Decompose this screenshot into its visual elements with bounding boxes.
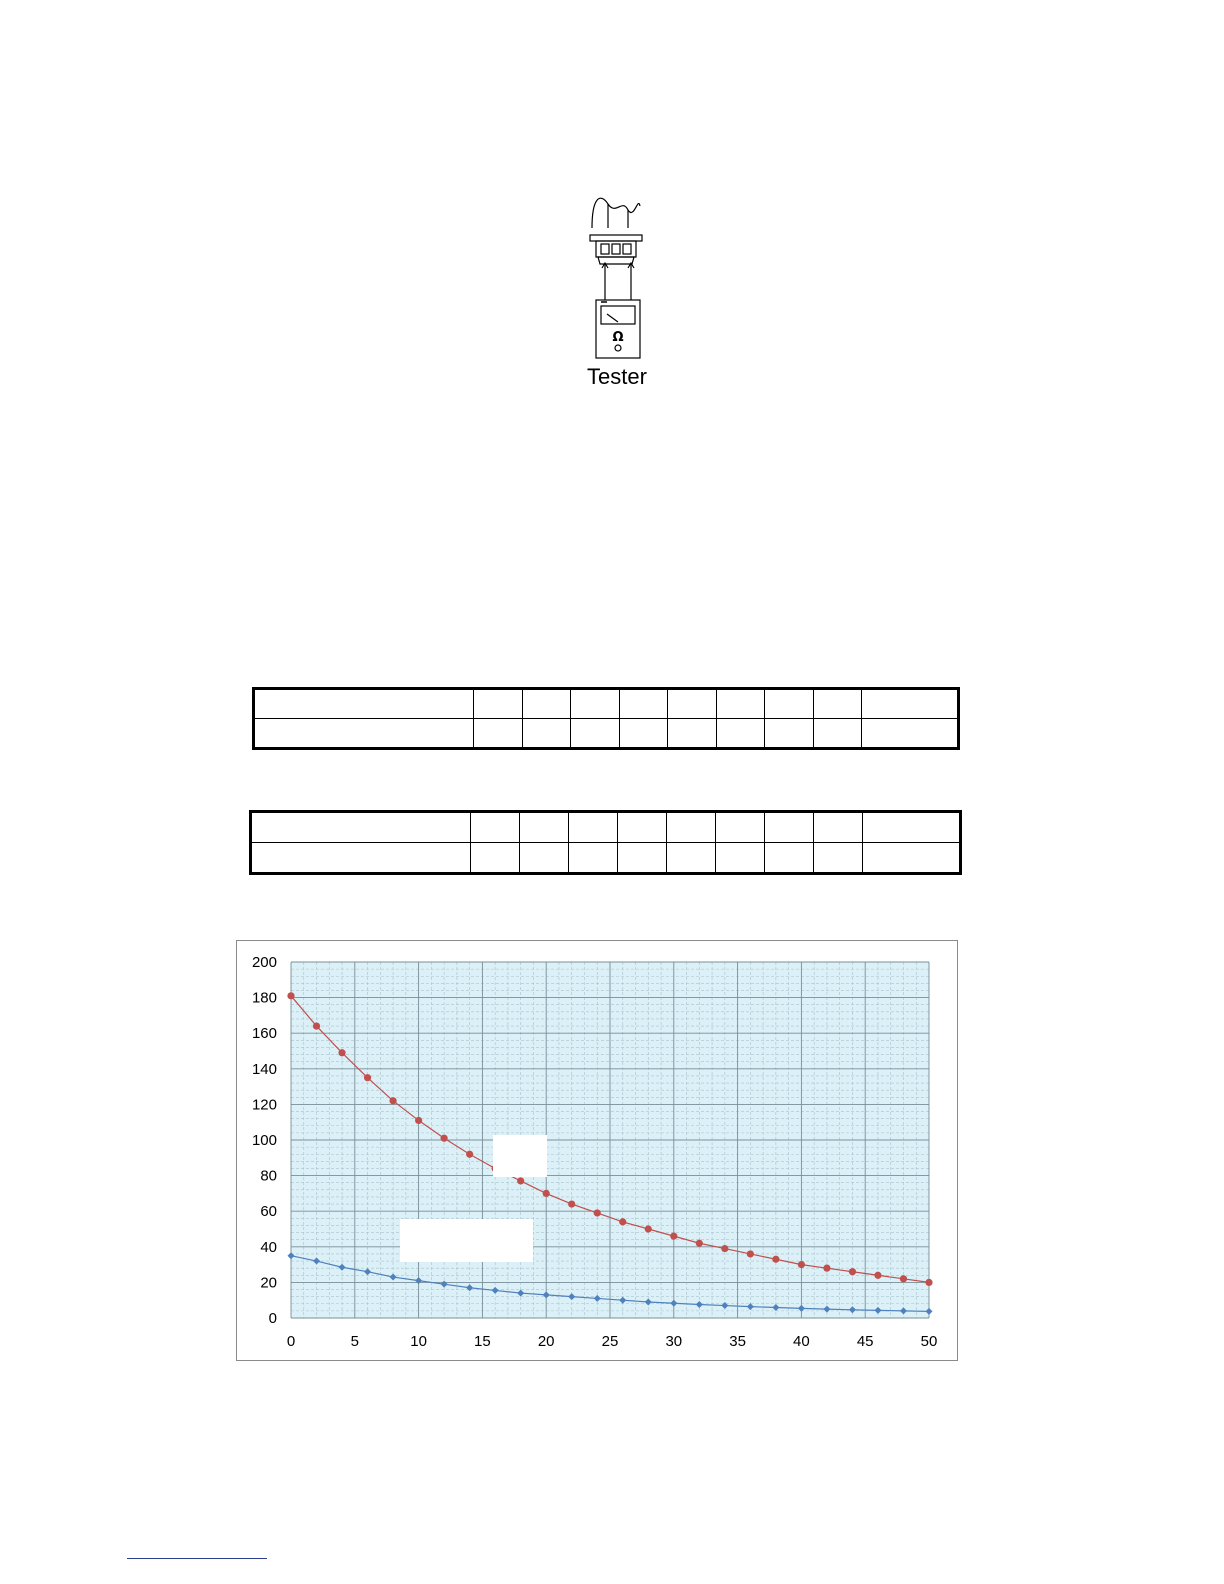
table-cell [814,812,863,843]
y-tick-label: 100 [251,1132,277,1149]
data-point-1 [721,1245,728,1252]
table-row [251,812,961,843]
resistance-chart [237,941,957,1360]
table-cell [251,843,471,874]
table-1 [252,687,960,750]
table-cell [571,689,620,719]
x-tick-label: 0 [286,1333,296,1350]
table-cell [862,689,959,719]
y-tick-label: 40 [260,1238,277,1256]
data-point-1 [568,1200,575,1207]
table-cell [254,719,474,749]
table-2 [249,810,962,875]
x-tick-label: 40 [793,1333,810,1350]
table-cell [668,689,717,719]
data-point-1 [389,1097,396,1104]
table-cell [765,843,814,874]
footnote-rule [127,1558,267,1559]
table-row [254,689,959,719]
table-cell [863,843,961,874]
table-cell [569,843,618,874]
data-point-1 [619,1218,626,1225]
x-tick-label: 10 [410,1333,427,1350]
table-cell [813,719,862,749]
table-cell [814,843,863,874]
table-cell [254,689,474,719]
data-point-1 [925,1279,932,1286]
data-point-1 [287,992,294,999]
table-cell [765,719,814,749]
x-tick-label: 50 [920,1333,938,1350]
data-point-1 [900,1275,907,1282]
data-point-1 [670,1233,677,1240]
x-tick-label: 45 [856,1333,874,1350]
table-cell [716,719,765,749]
x-tick-label: 15 [474,1333,491,1350]
data-point-1 [466,1151,473,1158]
x-tick-label: 25 [601,1333,619,1350]
y-tick-label: 60 [260,1203,277,1221]
data-point-1 [849,1268,856,1275]
table-cell [474,689,523,719]
table-cell [520,843,569,874]
table-cell [618,812,667,843]
y-tick-label: 200 [251,954,277,971]
table-cell [863,812,961,843]
table-cell [765,689,814,719]
y-tick-label: 120 [251,1096,277,1114]
table-cell [471,843,520,874]
table-cell [619,719,668,749]
data-point-1 [696,1240,703,1247]
table-row [254,719,959,749]
tester-label: Tester [587,364,647,389]
y-tick-label: 160 [251,1025,277,1043]
x-tick-label: 30 [665,1333,683,1350]
data-point-1 [543,1190,550,1197]
table-cell [571,719,620,749]
table-cell [667,812,716,843]
table-cell [471,812,520,843]
data-point-1 [798,1261,805,1268]
data-point-1 [313,1022,320,1029]
table-cell [716,843,765,874]
y-tick-label: 180 [251,989,277,1007]
data-point-1 [594,1209,601,1216]
table-cell [569,812,618,843]
table-cell [474,719,523,749]
data-point-1 [338,1049,345,1056]
y-tick-label: 80 [260,1167,277,1185]
table-cell [667,843,716,874]
table-cell [765,812,814,843]
x-tick-label: 5 [350,1333,359,1350]
x-tick-label: 20 [537,1333,555,1350]
table-cell [251,812,471,843]
data-point-1 [874,1272,881,1279]
table-row [251,843,961,874]
table-cell [813,689,862,719]
table-cell [716,812,765,843]
data-point-1 [441,1135,448,1142]
table-cell [618,843,667,874]
blank-label-box [493,1135,547,1177]
data-point-1 [645,1225,652,1232]
table-cell [520,812,569,843]
chart-frame [236,940,958,1361]
table-cell [668,719,717,749]
table-cell [522,719,571,749]
table-cell [522,689,571,719]
y-tick-label: 20 [260,1274,277,1292]
y-tick-label: 0 [268,1310,277,1327]
table-cell [716,689,765,719]
table-cell [862,719,959,749]
table-cell [619,689,668,719]
y-tick-label: 140 [251,1060,277,1078]
data-point-1 [747,1250,754,1257]
data-point-1 [364,1074,371,1081]
blank-label-box [400,1219,533,1262]
ohm-symbol: Ω [612,330,624,345]
data-point-1 [772,1256,779,1263]
data-point-1 [823,1265,830,1272]
x-tick-label: 35 [729,1333,746,1350]
data-point-1 [415,1117,422,1124]
data-point-1 [517,1177,524,1184]
